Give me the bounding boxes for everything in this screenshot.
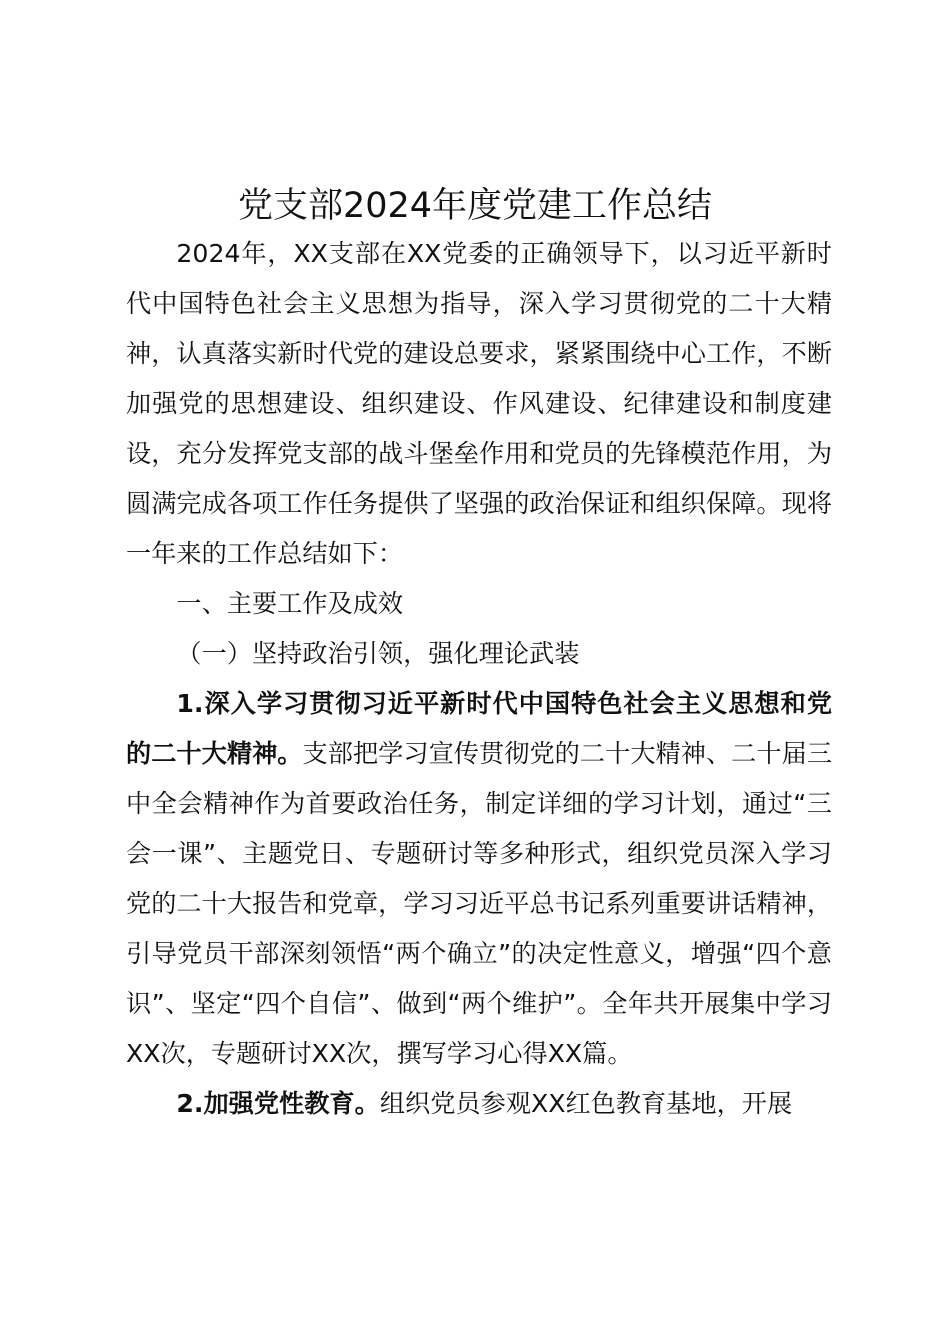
item-1-paragraph (126, 679, 832, 1079)
document-body (126, 229, 832, 1129)
subsection-heading-political-leadership: （一）坚持政治引领，强化理论武装 (176, 639, 580, 668)
document-title: 党支部2024年度党建工作总结 (237, 186, 713, 226)
section-heading-main-work: 一、主要工作及成效 (176, 589, 404, 618)
item-2-text: 组织党员参观XX红色教育基地，开展 (379, 1089, 793, 1118)
item-2-lead: 2.加强党性教育。 (176, 1089, 380, 1118)
item-1-text: 支部把学习宣传贯彻党的二十大精神、二十届三中全会精神作为首要政治任务，制定详细的学习计划，通过“三会一课”、主题党日、专题研讨等多种形式，组织党员深入学习党的二十大报告和党章，学习习近平总书记系列重要讲话精神，引导党员干部深刻领悟“两个确立”的决定性意义，增强“四个意识”、坚定“四个自信”、做到“两个维护”。全年共开展集中学习XX次，专题研讨XX次，撰写学习心得XX篇。 (126, 739, 833, 1068)
intro-paragraph: 2024年，XX支部在XX党委的正确领导下，以习近平新时代中国特色社会主义思想为指导，深入学习贯彻党的二十大精神，认真落实新时代党的建设总要求，紧紧围绕中心工作，不断加强党的思想建设、组织建设、作风建设、纪律建设和制度建设，充分发挥党支部的战斗堡垒作用和党员的先锋模范作用，为圆满完成各项工作任务提供了坚强的政治保证和组织保障。现将一年来的工作总结如下： (126, 239, 832, 568)
item-1-lead: 1.深入学习贯彻习近平新时代中国特色社会主义思想和党的二十大精神。 (126, 689, 832, 768)
item-2-paragraph (126, 1079, 832, 1129)
